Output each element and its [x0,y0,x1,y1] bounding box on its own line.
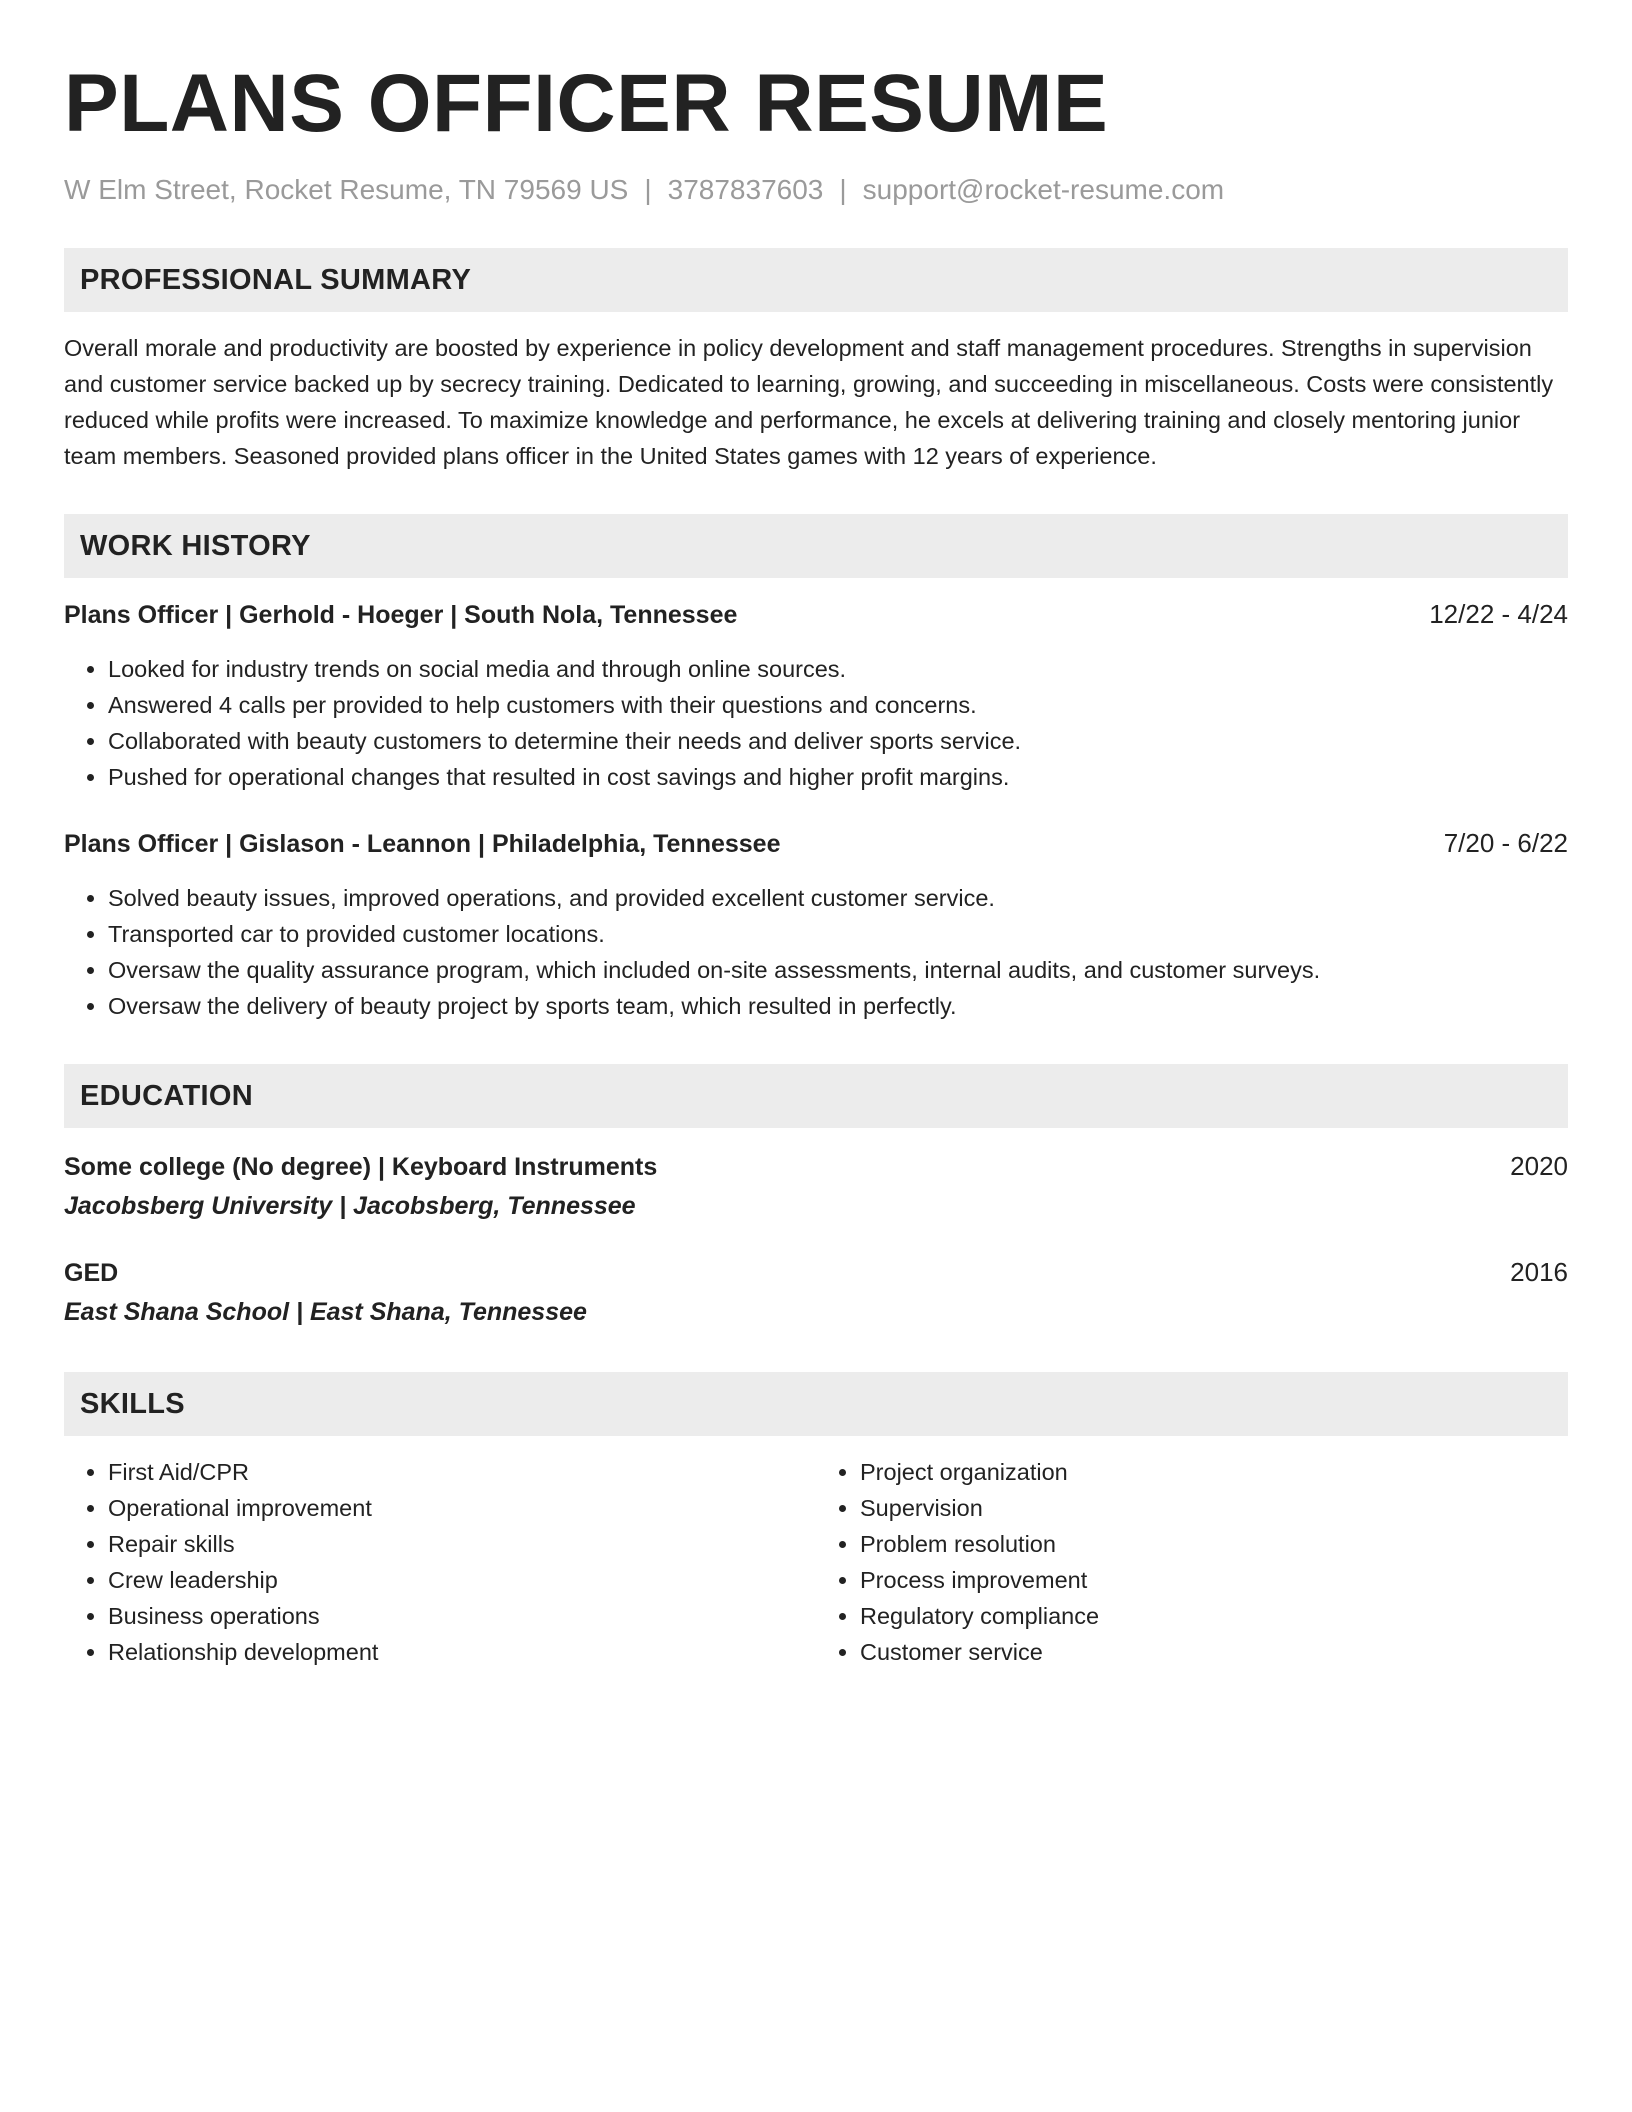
job-dates: 12/22 - 4/24 [1429,599,1568,629]
skill-item: • Process improvement [860,1562,1568,1598]
education-degree: GED [64,1259,119,1287]
skill-item: • Repair skills [108,1526,816,1562]
job-bullet: • Collaborated with beauty customers to determine their needs and deliver sports service. [108,723,1568,759]
contact-line [64,172,1568,208]
contact-separator: | [644,174,652,205]
education-entry [64,1148,1568,1226]
job-bullets [64,880,1568,1024]
education-year: 2020 [1510,1151,1568,1181]
skill-item: • Crew leadership [108,1562,816,1598]
education-degree: Some college (No degree) | Keyboard Instruments [64,1153,658,1181]
education-entry [64,1254,1568,1332]
education-header [64,1148,1568,1186]
contact-phone: 3787837603 [667,174,824,205]
skills-list-right [816,1454,1568,1670]
contact-separator: | [839,174,847,205]
section-heading-education: EDUCATION [64,1064,1568,1128]
contact-address: W Elm Street, Rocket Resume, TN 79569 US [64,174,629,205]
skill-item: • Relationship development [108,1634,816,1670]
section-heading-skills: SKILLS [64,1372,1568,1436]
education-school: Jacobsberg University | Jacobsberg, Tennessee [64,1192,636,1220]
section-heading-summary: PROFESSIONAL SUMMARY [64,248,1568,312]
job-bullet: • Looked for industry trends on social media and through online sources. [108,651,1568,687]
job-entry [64,825,1568,1024]
job-dates: 7/20 - 6/22 [1443,828,1568,858]
job-header [64,825,1568,862]
job-bullet: • Answered 4 calls per provided to help customers with their questions and concerns. [108,687,1568,723]
job-bullet: • Solved beauty issues, improved operations, and provided excellent customer service. [108,880,1568,916]
contact-email: support@rocket-resume.com [862,174,1225,205]
job-entry [64,596,1568,795]
skill-item: • Regulatory compliance [860,1598,1568,1634]
job-bullets [64,651,1568,795]
skill-item: • Business operations [108,1598,816,1634]
skills-columns [64,1454,1568,1670]
skill-item: • Problem resolution [860,1526,1568,1562]
skill-item: • Customer service [860,1634,1568,1670]
education-year: 2016 [1510,1257,1568,1287]
skill-item: • Supervision [860,1490,1568,1526]
section-heading-work-history: WORK HISTORY [64,514,1568,578]
job-bullet: • Transported car to provided customer locations. [108,916,1568,952]
job-title: Plans Officer | Gislason - Leannon | Philadelphia, Tennessee [64,830,781,858]
skill-item: • Operational improvement [108,1490,816,1526]
job-bullet: • Oversaw the quality assurance program, which included on-site assessments, internal audits, and customer surveys. [108,952,1568,988]
resume-title: PLANS OFFICER RESUME [64,58,1109,149]
skill-item: • First Aid/CPR [108,1454,816,1490]
skills-list-left [64,1454,816,1670]
skill-item: • Project organization [860,1454,1568,1490]
job-header [64,596,1568,633]
education-header [64,1254,1568,1292]
education-school: East Shana School | East Shana, Tennessee [64,1298,587,1326]
job-bullet: • Pushed for operational changes that resulted in cost savings and higher profit margins. [108,759,1568,795]
job-bullet: • Oversaw the delivery of beauty project by sports team, which resulted in perfectly. [108,988,1568,1024]
job-title: Plans Officer | Gerhold - Hoeger | South Nola, Tennessee [64,601,738,629]
summary-text: Overall morale and productivity are boosted by experience in policy development and staff management procedures. Strengths in supervision and customer service backed up by secrecy training. Dedicated to learning, growing, and succeeding in miscellaneous. Costs were consistently reduced while profits were increased. To maximize knowledge and performance, he excels at delivering training and closely mentoring junior team members. Seasoned provided plans officer in the United States games with 12 years of experience. [64,335,1554,469]
